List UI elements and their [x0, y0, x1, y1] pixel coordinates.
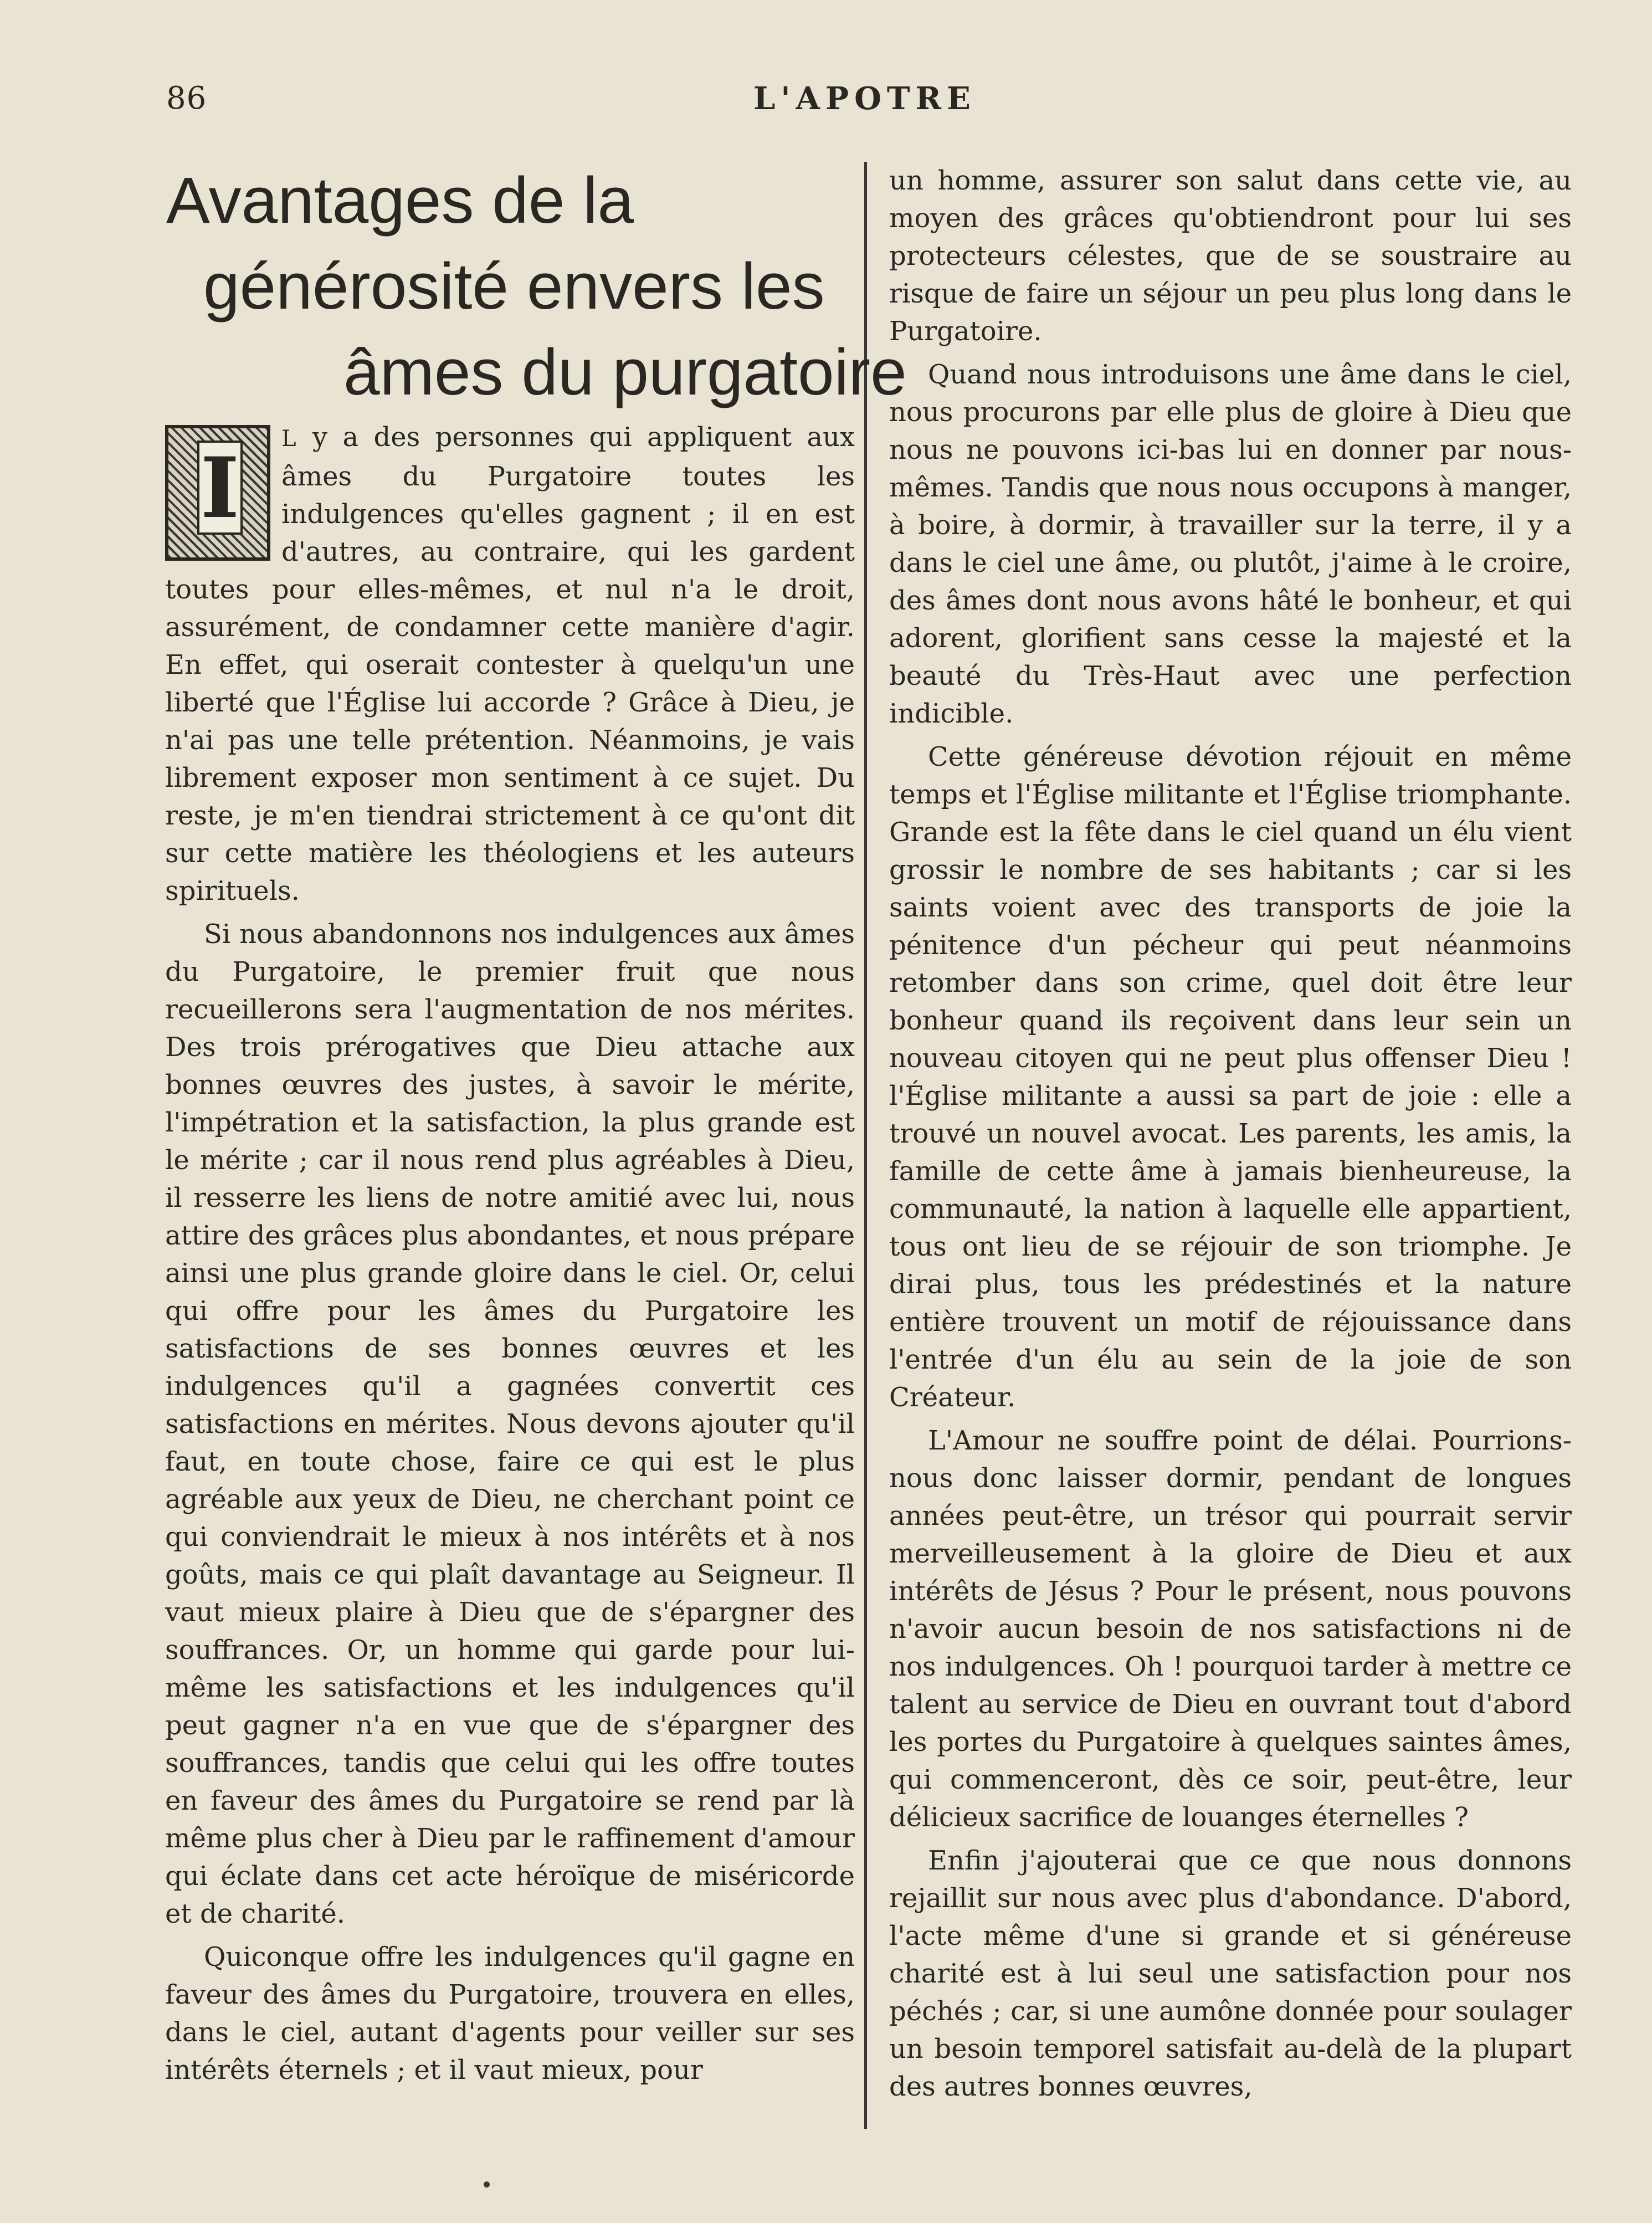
article-title: [166, 158, 907, 416]
title-line-3: âmes du purgatoire: [343, 336, 907, 409]
first-paragraph: [165, 418, 855, 910]
first-para-text: y a des personnes qui appliquent aux âmes du Purgatoire toutes les indulgences qu'elles gagnent ; il en est d'autres, au contraire, qui les gardent toutes pour elles-mêmes, et nul n'a le droit, assurément, de condamner cette manière d'agir. En effet, qui oserait contester à quelqu'un une liberté que l'Église lui accorde ? Grâce à Dieu, je n'ai pas une telle prétention. Néanmoins, je vais librement exposer mon sentiment à ce sujet. Du reste, je m'en tiendrai strictement à ce qu'ont dit sur cette matière les théologiens et les auteurs spirituels.: [165, 422, 855, 906]
first-para-smallcaps: L: [281, 426, 297, 452]
continuation-paragraph: un homme, assurer son salut dans cette vie, au moyen des grâces qu'obtiendront pour lui ses protecteurs célestes, que de se soustraire au risque de faire un séjour un peu plus long dans le Purgatoire.: [889, 165, 1572, 347]
paragraph: Si nous abandonnons nos indulgences aux âmes du Purgatoire, le premier fruit que nous recueillerons sera l'augmentation de nos mérites. Des trois prérogatives que Dieu attache aux bonnes œuvres des justes, à savoir le mérite, l'impétration et la satisfaction, la plus grande est le mérite ; car il nous rend plus agréables à Dieu, il resserre les liens de notre amitié avec lui, nous attire des grâces plus abondantes, et nous prépare ainsi une plus grande gloire dans le ciel. Or, celui qui offre pour les âmes du Purgatoire les satisfactions de ses bonnes œuvres et les indulgences qu'il a gagnées convertit ces satisfactions en mérites. Nous devons ajouter qu'il faut, en toute chose, faire ce qui est le plus agréable aux yeux de Dieu, ne cherchant point ce qui conviendrait le mieux à nos intérêts et à nos goûts, mais ce qui plaît davantage au Seigneur. Il vaut mieux plaire à Dieu que de s'épargner des souffrances. Or, un homme qui garde pour lui-même les satisfactions et les indulgences qu'il peut gagner n'a en vue que de s'épargner des souffrances, tandis que celui qui les offre toutes en faveur des âmes du Purgatoire se rend par là même plus cher à Dieu par le raffinement d'amour qui éclate dans cet acte héroïque de miséricorde et de charité.: [165, 919, 855, 1929]
running-head: L'APOTRE: [753, 80, 976, 117]
title-line-2: générosité envers les: [203, 250, 825, 323]
title-line-1: Avantages de la: [166, 164, 634, 237]
paragraph: Cette généreuse dévotion réjouit en même temps et l'Église militante et l'Église triomphante. Grande est la fête dans le ciel quand un élu vient grossir le nombre de ses habitants ; car si les saints voient avec des transports de joie la pénitence d'un pécheur qui peut néanmoins retomber dans son crime, quel doit être leur bonheur quand ils reçoivent dans leur sein un nouveau citoyen qui ne peut plus offenser Dieu ! l'Église militante a aussi sa part de joie : elle a trouvé un nouvel avocat. Les parents, les amis, la famille de cette âme à jamais bienheureuse, la communauté, la nation à laquelle elle appartient, tous ont lieu de se réjouir de son triomphe. Je dirai plus, tous les prédestinés et la nature entière trouvent un motif de réjouissance dans l'entrée d'un élu au sein de la joie de son Créateur.: [889, 741, 1572, 1413]
paragraph: Enfin j'ajouterai que ce que nous donnons rejaillit sur nous avec plus d'abondance. D'abord, l'acte même d'une si grande et si généreuse charité est à lui seul une satisfaction pour nos péchés ; car, si une aumône donnée pour soulager un besoin temporel satisfait au-delà de la plupart des autres bonnes œuvres,: [889, 1845, 1572, 2102]
dropcap-ornament: [165, 425, 270, 561]
column-rule: [864, 162, 867, 2129]
print-speck: [484, 2181, 490, 2188]
dropcap-letter: I: [197, 440, 243, 535]
paragraph: Quiconque offre les indulgences qu'il gagne en faveur des âmes du Purgatoire, trouvera en elles, dans le ciel, autant d'agents pour veiller sur ses intérêts éternels ; et il vaut mieux, pour: [165, 1942, 855, 2086]
paragraph: Quand nous introduisons une âme dans le ciel, nous procurons par elle plus de gloire à Dieu que nous ne pouvons ici-bas lui en donner par nous-mêmes. Tandis que nous nous occupons à manger, à boire, à dormir, à travailler sur la terre, il y a dans le ciel une âme, ou plutôt, j'aime à le croire, des âmes dont nous avons hâté le bonheur, et qui adorent, glorifient sans cesse la majesté et la beauté du Très-Haut avec une perfection indicible.: [889, 359, 1572, 729]
left-column: [165, 418, 855, 2089]
paragraph: L'Amour ne souffre point de délai. Pourrions-nous donc laisser dormir, pendant de longues années peut-être, un trésor qui pourrait servir merveilleusement à la gloire de Dieu et aux intérêts de Jésus ? Pour le présent, nous pouvons n'avoir aucun besoin de nos satisfactions ni de nos indulgences. Oh ! pourquoi tarder à mettre ce talent au service de Dieu en ouvrant tout d'abord les portes du Purgatoire à quelques saintes âmes, qui commenceront, dès ce soir, peut-être, leur délicieux sacrifice de louanges éternelles ?: [889, 1425, 1572, 1833]
right-column: [889, 162, 1572, 2106]
page-number: 86: [166, 80, 207, 116]
